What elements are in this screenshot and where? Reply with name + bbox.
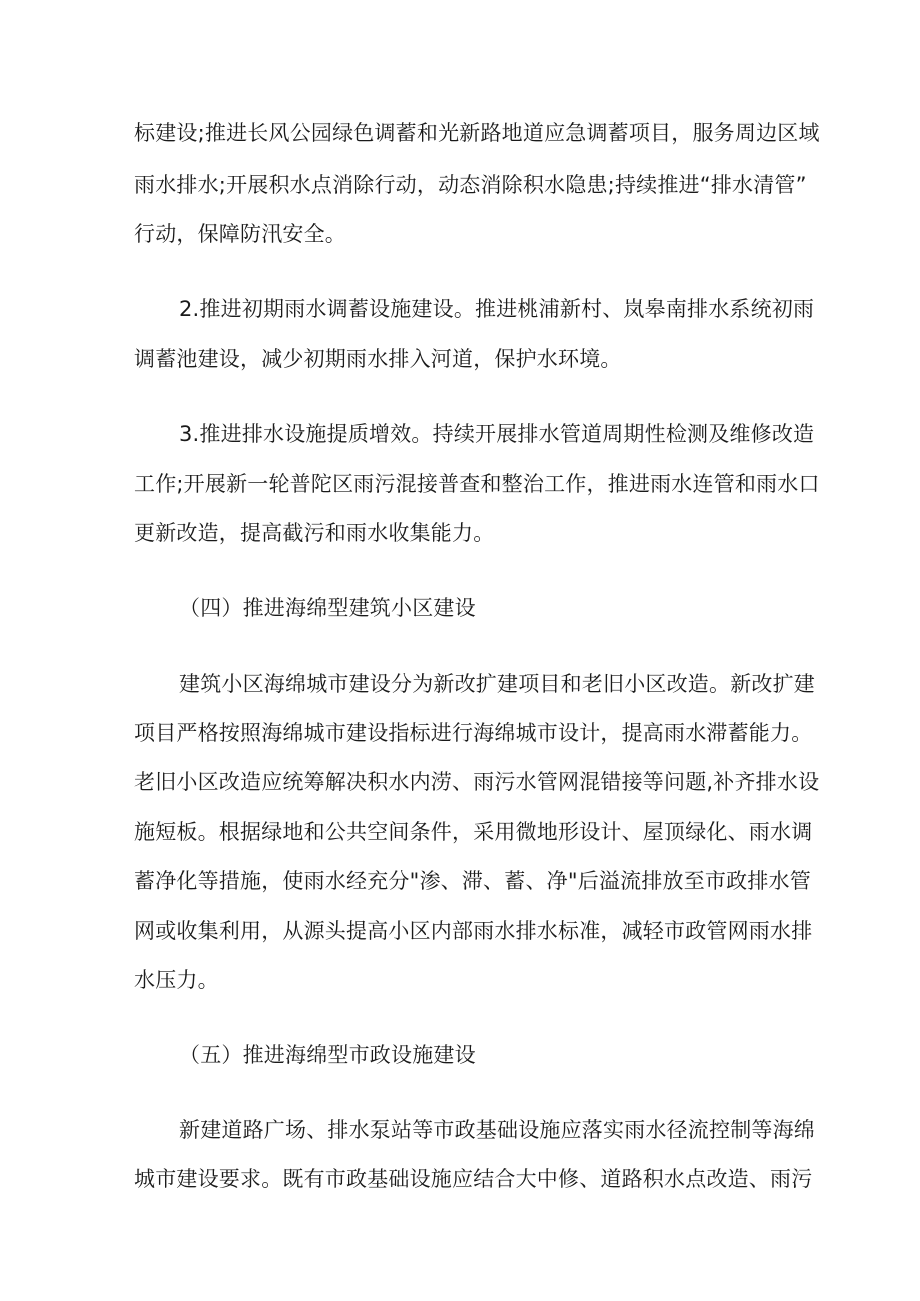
text-line: 调蓄池建设，减少初期雨水排入河道，保护水环境。 xyxy=(134,347,622,371)
text-line: 更新改造，提高截污和雨水收集能力。 xyxy=(134,521,495,545)
text-line: 建筑小区海绵城市建设分为新改扩建项目和老旧小区改造。新改扩建 xyxy=(179,672,815,696)
text-line: 蓄净化等措施，使雨水经充分"渗、滞、蓄、净"后溢流排放至市政排水管 xyxy=(134,869,811,893)
text-line: 网或收集利用，从源头提高小区内部雨水排水标准，减轻市政管网雨水排 xyxy=(134,919,813,943)
text-line: 水压力。 xyxy=(134,968,219,992)
text-line: 老旧小区改造应统筹解决积水内涝、雨污水管网混错接等问题,补齐排水设 xyxy=(134,770,820,794)
text-line: 新建道路广场、排水泵站等市政基础设施应落实雨水径流控制等海绵 xyxy=(179,1118,815,1142)
section-heading: （五）推进海绵型市政设施建设 xyxy=(179,1043,476,1067)
text-line: 工作;开展新一轮普陀区雨污混接普查和整治工作，推进雨水连管和雨水口 xyxy=(134,472,820,496)
text-line: 2.推进初期雨水调蓄设施建设。推进桃浦新村、岚皋南排水系统初雨 xyxy=(179,297,815,321)
text-line: 3.推进排水设施提质增效。持续开展排水管道周期性检测及维修改造 xyxy=(179,422,815,446)
text-line: 城市建设要求。既有市政基础设施应结合大中修、道路积水点改造、雨污 xyxy=(134,1167,813,1191)
text-line: 项目严格按照海绵城市建设指标进行海绵城市设计，提高雨水滞蓄能力。 xyxy=(134,721,813,745)
text-line: 雨水排水;开展积水点消除行动，动态消除积水隐患;持续推进“排水清管” xyxy=(134,173,807,197)
text-line: 施短板。根据绿地和公共空间条件，采用微地形设计、屋顶绿化、雨水调 xyxy=(134,820,813,844)
text-line: 行动，保障防汛安全。 xyxy=(134,222,346,246)
section-heading: （四）推进海绵型建筑小区建设 xyxy=(179,596,476,620)
text-line: 标建设;推进长风公园绿色调蓄和光新路地道应急调蓄项目，服务周边区域 xyxy=(134,121,820,145)
